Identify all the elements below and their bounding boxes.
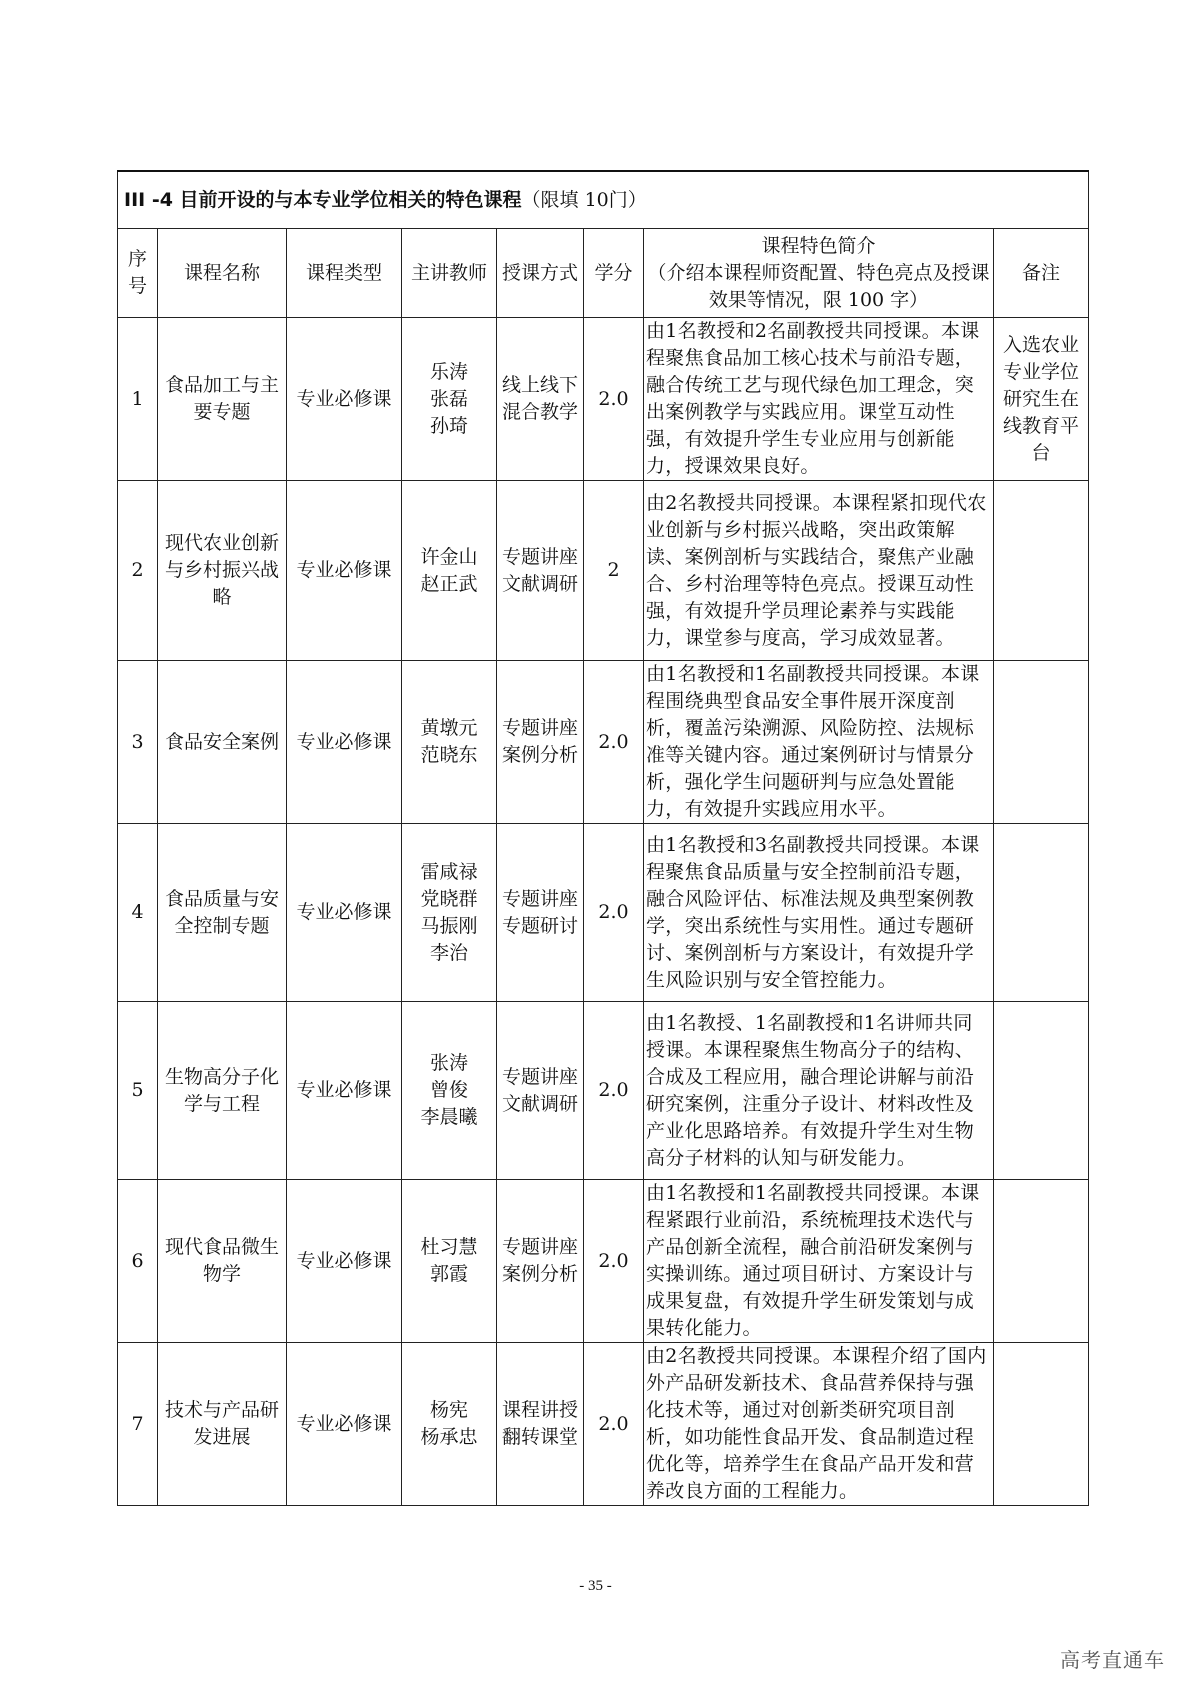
row-credit: 2.0 xyxy=(584,661,644,824)
teacher-name: 孙琦 xyxy=(429,414,468,437)
row-credit: 2.0 xyxy=(584,1343,644,1506)
col-header-name: 课程名称 xyxy=(158,229,287,318)
table-row xyxy=(118,1180,1089,1343)
teacher-name: 张磊 xyxy=(429,387,468,410)
row-remark xyxy=(994,1180,1089,1343)
teacher-name: 乐涛 xyxy=(429,360,468,383)
featured-courses-table xyxy=(117,170,1089,1506)
watermark: 高考直通车 xyxy=(1060,1648,1165,1672)
teacher-name: 杜习慧 xyxy=(420,1236,478,1258)
page-number: - 35 - xyxy=(579,1578,612,1594)
row-description: 由1名教授和1名副教授共同授课。本课程围绕典型食品安全事件展开深度剖析，覆盖污染溯源、风险防控、法规标准等关键内容。通过案例研讨与情景分析，强化学生问题研判与应急处置能力，有效提升实践应用水平。 xyxy=(644,661,994,824)
row-no: 3 xyxy=(118,661,158,824)
row-teaching-mode: 线上线下混合教学 xyxy=(497,318,584,481)
col-header-desc-title: 课程特色简介 xyxy=(761,234,876,257)
row-teaching-mode: 专题讲座文献调研 xyxy=(497,481,584,661)
teacher-name: 黄墩元 xyxy=(420,717,478,739)
row-teachers xyxy=(402,318,497,481)
teacher-name: 许金山 xyxy=(420,545,478,568)
row-course-name: 现代食品微生物学 xyxy=(158,1180,287,1343)
section-title-row xyxy=(118,171,1089,229)
row-remark xyxy=(994,661,1089,824)
row-course-name: 生物高分子化学与工程 xyxy=(158,1002,287,1180)
row-description: 由2名教授共同授课。本课程紧扣现代农业创新与乡村振兴战略，突出政策解读、案例剖析与实践结合，聚焦产业融合、乡村治理等特色亮点。授课互动性强，有效提升学员理论素养与实践能力，课堂参与度高，学习成效显著。 xyxy=(644,481,994,661)
col-header-mode: 授课方式 xyxy=(497,229,584,318)
row-no: 4 xyxy=(118,824,158,1002)
row-course-type: 专业必修课 xyxy=(287,481,402,661)
row-teaching-mode: 课程讲授翻转课堂 xyxy=(497,1343,584,1506)
teacher-name: 范晓东 xyxy=(420,744,478,766)
row-remark xyxy=(994,1002,1089,1180)
row-remark: 入选农业专业学位研究生在线教育平台 xyxy=(994,318,1089,481)
row-no: 1 xyxy=(118,318,158,481)
row-course-type: 专业必修课 xyxy=(287,318,402,481)
table-row xyxy=(118,1002,1089,1180)
col-header-desc xyxy=(644,229,994,318)
table-row xyxy=(118,481,1089,661)
row-credit: 2.0 xyxy=(584,318,644,481)
row-credit: 2.0 xyxy=(584,824,644,1002)
row-course-type: 专业必修课 xyxy=(287,1343,402,1506)
teacher-name: 张涛 xyxy=(429,1052,468,1074)
row-credit: 2 xyxy=(584,481,644,661)
teacher-name: 雷咸禄 xyxy=(420,860,478,883)
row-no: 2 xyxy=(118,481,158,661)
row-teachers xyxy=(402,1343,497,1506)
row-description: 由1名教授、1名副教授和1名讲师共同授课。本课程聚焦生物高分子的结构、合成及工程应用，融合理论讲解与前沿研究案例，注重分子设计、材料改性及产业化思路培养。有效提升学生对生物高分子材料的认知与研发能力。 xyxy=(644,1002,994,1180)
teacher-name: 李晨曦 xyxy=(420,1106,478,1128)
row-credit: 2.0 xyxy=(584,1180,644,1343)
section-title-note: （限填 10门） xyxy=(521,188,647,211)
teacher-name: 郭霞 xyxy=(429,1263,468,1285)
section-title xyxy=(118,171,1089,229)
col-header-teacher: 主讲教师 xyxy=(402,229,497,318)
row-no: 5 xyxy=(118,1002,158,1180)
row-description: 由1名教授和1名副教授共同授课。本课程紧跟行业前沿，系统梳理技术迭代与产品创新全流程，融合前沿研发案例与实操训练。通过项目研讨、方案设计与成果复盘，有效提升学生研发策划与成果转化能力。 xyxy=(644,1180,994,1343)
row-description: 由2名教授共同授课。本课程介绍了国内外产品研发新技术、食品营养保持与强化技术等，通过对创新类研究项目剖析，如功能性食品开发、食品制造过程优化等，培养学生在食品产品开发和营养改良方面的工程能力。 xyxy=(644,1343,994,1506)
row-teachers xyxy=(402,481,497,661)
teacher-name: 李治 xyxy=(429,941,468,964)
col-header-remark: 备注 xyxy=(994,229,1089,318)
row-description: 由1名教授和2名副教授共同授课。本课程聚焦食品加工核心技术与前沿专题，融合传统工艺与现代绿色加工理念，突出案例教学与实践应用。课堂互动性强，有效提升学生专业应用与创新能力，授课效果良好。 xyxy=(644,318,994,481)
row-course-type: 专业必修课 xyxy=(287,661,402,824)
row-description: 由1名教授和3名副教授共同授课。本课程聚焦食品质量与安全控制前沿专题，融合风险评估、标准法规及典型案例教学，突出系统性与实用性。通过专题研讨、案例剖析与方案设计，有效提升学生风险识别与安全管控能力。 xyxy=(644,824,994,1002)
row-remark xyxy=(994,824,1089,1002)
row-teaching-mode: 专题讲座案例分析 xyxy=(497,1180,584,1343)
row-credit: 2.0 xyxy=(584,1002,644,1180)
row-remark xyxy=(994,1343,1089,1506)
row-course-name: 现代农业创新与乡村振兴战略 xyxy=(158,481,287,661)
table-row xyxy=(118,1343,1089,1506)
row-course-type: 专业必修课 xyxy=(287,1002,402,1180)
row-teachers xyxy=(402,1180,497,1343)
row-course-name: 食品安全案例 xyxy=(158,661,287,824)
course-rows xyxy=(118,318,1089,1506)
teacher-name: 曾俊 xyxy=(429,1079,468,1101)
teacher-name: 党晓群 xyxy=(420,887,478,910)
row-course-name: 技术与产品研发进展 xyxy=(158,1343,287,1506)
row-teaching-mode: 专题讲座专题研讨 xyxy=(497,824,584,1002)
row-remark xyxy=(994,481,1089,661)
row-course-type: 专业必修课 xyxy=(287,824,402,1002)
table-row xyxy=(118,661,1089,824)
teacher-name: 杨宪 xyxy=(429,1399,468,1421)
row-course-type: 专业必修课 xyxy=(287,1180,402,1343)
row-no: 7 xyxy=(118,1343,158,1506)
table-row xyxy=(118,824,1089,1002)
col-header-credit: 学分 xyxy=(584,229,644,318)
header-row xyxy=(118,229,1089,318)
teacher-name: 马振刚 xyxy=(420,914,478,937)
row-teaching-mode: 专题讲座文献调研 xyxy=(497,1002,584,1180)
col-header-type: 课程类型 xyxy=(287,229,402,318)
teacher-name: 赵正武 xyxy=(420,572,478,595)
teacher-name: 杨承忠 xyxy=(420,1426,478,1448)
row-course-name: 食品加工与主要专题 xyxy=(158,318,287,481)
row-teachers xyxy=(402,1002,497,1180)
row-teachers xyxy=(402,661,497,824)
row-teachers xyxy=(402,824,497,1002)
col-header-no: 序号 xyxy=(118,229,158,318)
table-row xyxy=(118,318,1089,481)
col-header-desc-subtitle: （介绍本课程师资配置、特色亮点及授课效果等情况，限 100 字） xyxy=(647,261,990,311)
section-title-text: III -4 目前开设的与本专业学位相关的特色课程 xyxy=(124,188,522,211)
row-course-name: 食品质量与安全控制专题 xyxy=(158,824,287,1002)
row-teaching-mode: 专题讲座案例分析 xyxy=(497,661,584,824)
row-no: 6 xyxy=(118,1180,158,1343)
